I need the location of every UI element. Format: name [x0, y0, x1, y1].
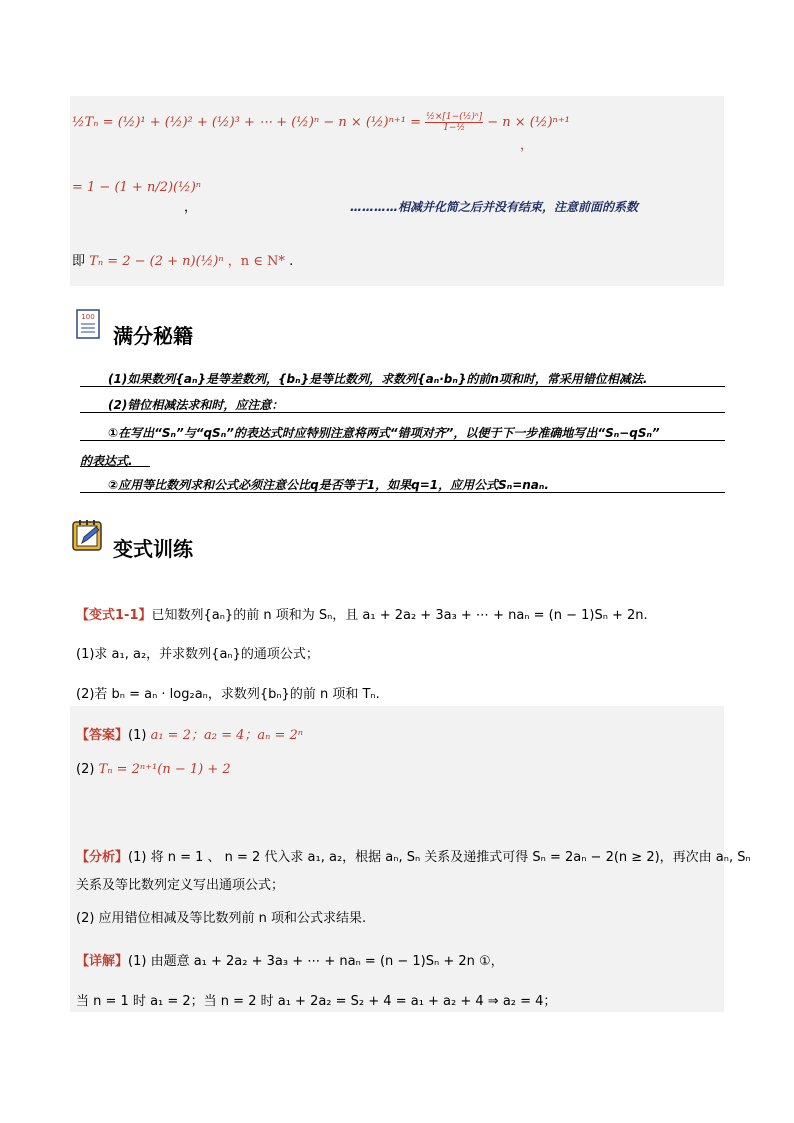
secret-underline-5: [80, 492, 725, 493]
secret-underline-3: [80, 440, 725, 441]
secret-underline-1: [80, 386, 725, 387]
question-line: 【变式1-1】已知数列{aₙ}的前 n 项和为 Sₙ，且 a₁ + 2a₂ + 3a₃ + ⋯ + naₙ = (n − 1)Sₙ + 2n.: [76, 608, 648, 623]
fraction: $\frac{\text{½×[1−(½)ⁿ]}}{\text{1−½}}$: [426, 112, 483, 133]
secret-underline-2: [80, 412, 725, 413]
detail-line-2: 当 n = 1 时 a₁ = 2；当 n = 2 时 a₁ + 2a₂ = S₂ + 4 = a₁ + a₂ + 4 ⇒ a₂ = 4；: [76, 994, 557, 1009]
secret-item-3b: 的表达式.: [80, 454, 133, 468]
question-part-2: (2)若 bₙ = aₙ · log₂aₙ，求数列{bₙ}的前 n 项和 Tₙ.: [76, 687, 380, 702]
solution-note: …………相减并化简之后并没有结束，注意前面的系数: [350, 200, 639, 214]
analysis-line-2: 关系及等比数列定义写出通项公式；: [76, 878, 285, 893]
secret-item-4: ②应用等比数列求和公式必须注意公比q是否等于1，如果q=1，应用公式Sₙ=naₙ.: [108, 478, 549, 492]
secret-underline-4: [80, 466, 150, 467]
secret-item-3a: ①在写出“Sₙ”与“qSₙ”的表达式时应特别注意将两式“错项对齐”，以便于下一步准确地写出“Sₙ−qSₙ”: [108, 426, 660, 440]
score-100-icon: [76, 309, 100, 339]
training-section-title: 变式训练: [113, 537, 193, 561]
pencil-notebook-icon: [72, 519, 104, 551]
solution-line-2-comma: ，: [184, 200, 198, 215]
secret-section-title: 满分秘籍: [113, 324, 193, 348]
svg-text:100: 100: [81, 313, 95, 321]
solution-line-1-comma: ，: [520, 138, 534, 153]
secret-item-2: (2)错位相减法求和时，应注意：: [108, 398, 284, 412]
analysis-line-1: 【分析】(1) 将 n = 1 、 n = 2 代入求 a₁, a₂，根据 aₙ, Sₙ 关系及递推式可得 Sₙ = 2aₙ − 2(n ≥ 2)，再次由 aₙ, Sₙ: [76, 850, 751, 865]
answer-line-1: 【答案】(1) a₁ = 2；a₂ = 4；aₙ = 2ⁿ: [76, 728, 304, 743]
solution-line-2: = 1 − (1 + n/2)(½)ⁿ: [72, 180, 202, 195]
secret-item-1: (1)如果数列{aₙ}是等差数列，{bₙ}是等比数列，求数列{aₙ·bₙ}的前n项和时，常采用错位相减法.: [108, 372, 648, 386]
solution-line-3: 即 Tₙ = 2 − (2 + n)(½)ⁿ ，n ∈ N* .: [72, 254, 294, 269]
detail-line-1: 【详解】(1) 由题意 a₁ + 2a₂ + 3a₃ + ⋯ + naₙ = (n − 1)Sₙ + 2n ①，: [76, 954, 504, 969]
solution-line-1: ½Tₙ = (½)¹ + (½)² + (½)³ + ⋯ + (½)ⁿ − n × (½)ⁿ⁺¹ = $\frac{\text{½×[1−(½)ⁿ]}}{\text{1−½}}$ − n × (½)ⁿ⁺¹: [72, 112, 570, 133]
analysis-line-3: (2) 应用错位相减及等比数列前 n 项和公式求结果.: [76, 911, 367, 926]
answer-line-2: (2) Tₙ = 2ⁿ⁺¹(n − 1) + 2: [76, 762, 231, 777]
question-part-1: (1)求 a₁, a₂，并求数列{aₙ}的通项公式；: [76, 647, 319, 662]
